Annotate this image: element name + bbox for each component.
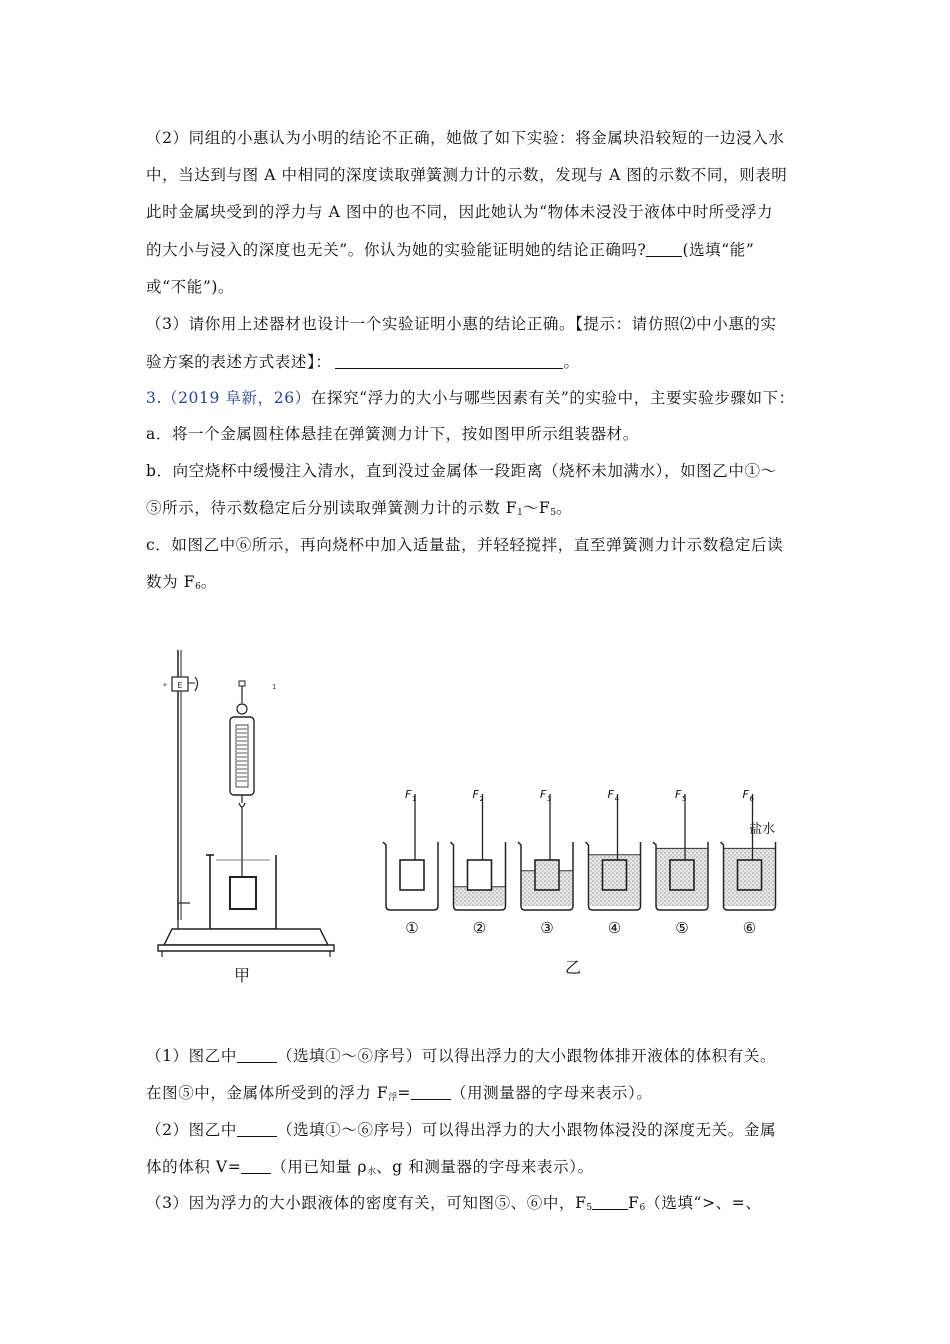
step-a: a．将一个金属圆柱体悬挂在弹簧测力计下，按如图甲所示组装器材。 — [146, 425, 639, 443]
force-label-subscript: 1 — [412, 795, 417, 803]
step-c-line-2 — [146, 572, 217, 597]
step-b-line-2 — [146, 498, 572, 523]
p2-line-4-choice: (选填“能” — [682, 241, 755, 259]
ans2-line-1 — [146, 1120, 776, 1140]
metal-block — [535, 860, 559, 890]
answer-blank — [646, 242, 682, 257]
ans1-line-1 — [146, 1046, 776, 1066]
force-label: F — [405, 788, 412, 801]
salt-water-label: 盐水 — [749, 822, 776, 837]
ans2-text-d: （用已知量 ρ — [271, 1158, 368, 1176]
subscript: 水 — [367, 1167, 377, 1177]
step-c-line-1: c．如图乙中⑥所示，再向烧杯中加入适量盐，并轻轻搅拌，直至弹簧测力计示数稳定后读 — [146, 536, 784, 554]
svg-text:1: 1 — [272, 683, 277, 691]
ans3-text-a: （3）因为浮力的大小跟液体的密度有关，可知图⑤、⑥中，F — [146, 1194, 587, 1212]
figure-jia-caption: 甲 — [233, 966, 251, 985]
step-c-end: 。 — [200, 573, 217, 591]
question-3-text: 在探究“浮力的大小与哪些因素有关”的实验中，主要实验步骤如下： — [310, 389, 795, 407]
step-b-text: ⑤所示，待示数稳定后分别读取弹簧测力计的示数 F — [146, 499, 518, 517]
force-label: F — [742, 788, 749, 801]
ans1-eq: = — [397, 1084, 411, 1102]
question-3-header — [146, 388, 795, 408]
ans1-line-2 — [146, 1083, 652, 1108]
beaker-number: ③ — [540, 919, 554, 937]
p2-line-5: 或“不能”)。 — [146, 278, 235, 296]
answer-blank — [592, 1195, 628, 1210]
svg-text:E: E — [177, 681, 183, 690]
ans2-text-b: （选填①～⑥序号）可以得出浮力的大小跟物体浸没的深度无关。金属 — [276, 1121, 777, 1139]
beaker-number: ② — [472, 919, 487, 937]
subscript: 6 — [639, 1203, 646, 1213]
p3-line-1: （3）请你用上述器材也设计一个实验证明小惠的结论正确。【提示：请仿照⑵中小惠的实 — [146, 315, 777, 333]
p3-line-2 — [146, 352, 580, 372]
ans1-text-c: 在图⑤中，金属体所受到的浮力 F — [146, 1084, 389, 1102]
ans3-f6: F — [628, 1194, 640, 1212]
ans1-text-a: （1）图乙中 — [146, 1047, 237, 1065]
p2-line-1: （2）同组的小惠认为小明的结论不正确，她做了如下实验：将金属块沿较短的一边浸入水 — [146, 129, 785, 147]
force-label: F — [540, 788, 547, 801]
subscript: 1 — [517, 508, 523, 518]
subscript: 5 — [550, 508, 557, 518]
metal-block — [738, 860, 762, 890]
metal-block — [468, 860, 492, 890]
beaker-number: ④ — [607, 919, 622, 937]
figure-jia-apparatus — [150, 645, 340, 990]
metal-block — [400, 860, 424, 890]
answer-blank — [335, 354, 563, 369]
p3-line-2-end: 。 — [563, 353, 580, 371]
subscript: 5 — [586, 1203, 593, 1213]
beaker-number: ⑤ — [675, 919, 689, 937]
force-label: F — [607, 788, 614, 801]
ans3-line-1 — [146, 1193, 761, 1218]
answer-blank — [241, 1159, 271, 1174]
force-label-subscript: 2 — [479, 795, 484, 803]
p2-line-4 — [146, 240, 754, 260]
beaker-number: ⑥ — [742, 919, 757, 937]
subscript: 6 — [195, 582, 201, 592]
step-b-tilde: ～F — [522, 499, 551, 517]
ans2-line-2 — [146, 1157, 594, 1182]
ans2-text-e: 、g 和测量器的字母来表示）。 — [376, 1158, 594, 1176]
metal-block — [603, 860, 627, 890]
svg-text:+ -: + - — [162, 681, 173, 689]
figure-yi-beakers — [380, 780, 800, 980]
p2-line-3: 此时金属块受到的浮力与 A 图中的也不同，因此她认为“物体未浸没于液体中时所受浮力 — [146, 203, 774, 221]
ans2-text-c: 体的体积 V= — [146, 1158, 242, 1176]
step-b-end: 。 — [556, 499, 573, 517]
force-label: F — [675, 788, 682, 801]
answer-blank — [237, 1048, 277, 1063]
force-label-subscript: 4 — [614, 795, 619, 803]
ans1-text-b: （选填①～⑥序号）可以得出浮力的大小跟物体排开液体的体积有关。 — [276, 1047, 777, 1065]
ans2-text-a: （2）图乙中 — [146, 1121, 237, 1139]
ans1-text-d: （用测量器的字母来表示）。 — [450, 1084, 653, 1102]
p2-line-4-text: 的大小与浸入的深度也无关”。你认为她的实验能证明她的结论正确吗? — [146, 241, 647, 259]
beaker-number: ① — [405, 919, 419, 937]
step-c-text: 数为 F — [146, 573, 196, 591]
answer-blank — [237, 1122, 277, 1137]
force-label-subscript: 6 — [749, 795, 754, 803]
answer-blank — [411, 1085, 451, 1100]
p3-line-2-text: 验方案的表述方式表述】： — [146, 353, 332, 371]
force-label-subscript: 5 — [682, 795, 687, 803]
step-b-line-1: b．向空烧杯中缓慢注入清水，直到没过金属体一段距离（烧杯未加满水），如图乙中①～ — [146, 462, 777, 480]
figure-yi-caption: 乙 — [565, 958, 582, 977]
metal-block — [670, 860, 694, 890]
subscript: 浮 — [388, 1093, 398, 1103]
ans3-text-c: （选填“>、=、 — [645, 1194, 762, 1212]
force-label-subscript: 3 — [547, 795, 552, 803]
question-source-label: 3.（2019 阜新，26） — [146, 389, 311, 407]
force-label: F — [472, 788, 479, 801]
p2-line-2: 中，当达到与图 A 中相同的深度读取弹簧测力计的示数，发现与 A 图的示数不同，则表明 — [146, 166, 788, 184]
